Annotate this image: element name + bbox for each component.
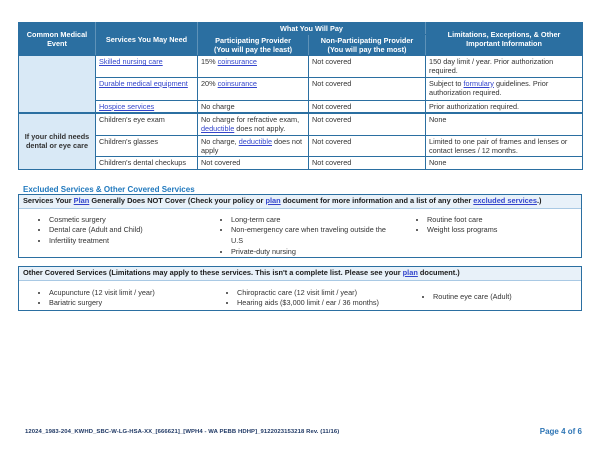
participating-provider-cell — [198, 56, 309, 77]
limitations-cell — [426, 100, 583, 113]
text-segment: document.) — [417, 268, 460, 277]
link-skilled-nursing-care[interactable]: Skilled nursing care — [99, 57, 163, 67]
text-segment: Services Your — [23, 196, 74, 205]
non-participating-provider-cell — [309, 56, 426, 77]
table-row — [19, 135, 583, 156]
text-segment: Not covered — [312, 101, 352, 111]
text-segment: 150 day limit / year. Prior authorization required. — [429, 57, 554, 76]
bullet-column — [397, 215, 581, 257]
text-segment: Not covered — [312, 157, 352, 167]
text-segment: Not covered — [312, 78, 352, 88]
service-cell — [96, 100, 198, 113]
column-header-non-participating-provider — [309, 35, 426, 56]
list-item: • Weight loss programs — [427, 225, 581, 236]
text-segment: does not apply — [201, 136, 303, 155]
limitations-cell — [426, 56, 583, 77]
benefits-table — [18, 22, 583, 170]
non-participating-provider-cell — [309, 100, 426, 113]
list-item: • Private-duty nursing — [231, 247, 397, 258]
service-cell — [96, 135, 198, 156]
link-coinsurance[interactable]: coinsurance — [217, 78, 257, 88]
link-plan[interactable]: Plan — [73, 196, 90, 205]
list-item: • Routine eye care (Adult) — [433, 292, 581, 303]
link-formulary[interactable]: formulary — [463, 78, 494, 88]
table-row — [19, 100, 583, 113]
limitations-header-line1: Limitations, Exceptions, & Other — [447, 30, 561, 40]
text-segment: .) — [536, 196, 542, 205]
text-segment: No charge — [201, 101, 235, 111]
text-segment: Other Covered Services (Limitations may apply to these services. This isn't a complete list. Please see your — [23, 268, 403, 277]
non-participating-provider-cell — [309, 113, 426, 135]
text-segment: Not covered — [312, 115, 352, 125]
text-segment: No charge, — [201, 136, 239, 146]
service-cell — [96, 113, 198, 135]
limitations-cell — [426, 77, 583, 100]
link-hospice-services[interactable]: Hospice services — [99, 101, 155, 111]
non-participating-provider-cell — [309, 77, 426, 100]
other-covered-services-list — [19, 281, 581, 311]
link-plan[interactable]: plan — [402, 268, 418, 277]
services-not-covered-title — [19, 195, 581, 209]
column-header-common-medical-event: Common Medical Event — [19, 23, 96, 56]
non-participating-provider-cell — [309, 135, 426, 156]
text-segment: 15% — [201, 57, 218, 67]
limitations-cell — [426, 135, 583, 156]
column-header-services-you-may-need: Services You May Need — [96, 23, 198, 56]
text-segment: Limited to one pair of frames and lenses or contact lenses / 12 months. — [429, 136, 568, 155]
list-item: • Cosmetic surgery — [49, 215, 201, 226]
list-item: • Long-term care — [231, 215, 397, 226]
text-segment: Not covered — [201, 157, 241, 167]
participating-header-line2: (You will pay the least) — [213, 45, 293, 55]
text-segment: Not covered — [312, 57, 352, 67]
list-item: • Chiropractic care (12 visit limit / year) — [237, 288, 403, 299]
column-header-participating-provider — [198, 35, 309, 56]
bullet-column — [19, 288, 207, 309]
list-item: • Bariatric surgery — [49, 298, 207, 309]
text-segment: Children's eye exam — [99, 115, 165, 125]
text-segment: None — [429, 157, 447, 167]
table-row — [19, 113, 583, 135]
participating-provider-cell — [198, 77, 309, 100]
column-header-limitations — [426, 23, 583, 56]
document-id-footer: 12024_1983-204_KWHD_SBC-W-LG-HSA-XX_[666621]_[WPH4 - WA PEBB HDHP]_9122023153218 Rev. (11/16) — [25, 429, 340, 435]
bullet-column — [403, 288, 581, 309]
service-cell — [96, 77, 198, 100]
limitations-cell — [426, 156, 583, 169]
text-segment: 20% — [201, 78, 218, 88]
list-item: • Routine foot care — [427, 215, 581, 226]
excluded-services-section-heading: Excluded Services & Other Covered Services — [23, 185, 195, 194]
list-item: • Dental care (Adult and Child) — [49, 225, 201, 236]
other-covered-services-title — [19, 267, 581, 281]
link-plan[interactable]: plan — [265, 196, 281, 205]
text-segment: Subject to — [429, 78, 464, 88]
participating-provider-cell — [198, 135, 309, 156]
participating-provider-cell — [198, 100, 309, 113]
link-deductible[interactable]: deductible — [201, 124, 235, 134]
service-cell — [96, 56, 198, 77]
service-cell — [96, 156, 198, 169]
participating-provider-cell — [198, 113, 309, 135]
page-number: Page 4 of 6 — [539, 427, 582, 436]
list-item: • Non-emergency care when traveling outside the U.S — [231, 225, 397, 246]
list-item: • Infertility treatment — [49, 236, 201, 247]
text-segment: does not apply. — [234, 124, 286, 134]
bullet-column — [207, 288, 403, 309]
non-participating-provider-cell — [309, 156, 426, 169]
bullet-column — [201, 215, 397, 257]
link-excluded-services[interactable]: excluded services — [473, 196, 537, 205]
link-deductible[interactable]: deductible — [238, 136, 273, 146]
column-header-what-you-will-pay: What You Will Pay — [198, 23, 426, 35]
table-row — [19, 56, 583, 77]
link-coinsurance[interactable]: coinsurance — [217, 57, 257, 67]
text-segment: No charge for refractive exam, — [201, 115, 300, 125]
participating-provider-cell — [198, 156, 309, 169]
services-not-covered-list — [19, 209, 581, 259]
text-segment: Children's dental checkups — [99, 157, 186, 167]
text-segment: Prior authorization required. — [429, 101, 520, 111]
limitations-cell — [426, 113, 583, 135]
other-covered-services-box — [18, 266, 582, 311]
text-segment: document for more information and a list of any other — [280, 196, 474, 205]
list-item: • Acupuncture (12 visit limit / year) — [49, 288, 207, 299]
medical-event-cell: If your child needs dental or eye care — [19, 113, 96, 169]
text-segment: Not covered — [312, 136, 352, 146]
text-segment: guidelines. Prior authorization required. — [429, 78, 549, 97]
non-participating-header-line2: (You will pay the most) — [327, 45, 407, 55]
limitations-header-line2: Important Information — [466, 39, 542, 49]
medical-event-cell — [19, 56, 96, 113]
list-item: • Hearing aids ($3,000 limit / ear / 36 months) — [237, 298, 403, 309]
services-not-covered-box — [18, 194, 582, 258]
table-row — [19, 156, 583, 169]
text-segment: Generally Does NOT Cover (Check your policy or — [89, 196, 266, 205]
text-segment: Children's glasses — [99, 136, 158, 146]
bullet-column — [19, 215, 201, 257]
benefits-table-body — [19, 56, 583, 169]
table-row — [19, 77, 583, 100]
participating-header-line1: Participating Provider — [215, 36, 291, 46]
text-segment: None — [429, 115, 447, 125]
non-participating-header-line1: Non-Participating Provider — [320, 36, 414, 46]
link-durable-medical-equipment[interactable]: Durable medical equipment — [99, 78, 188, 88]
